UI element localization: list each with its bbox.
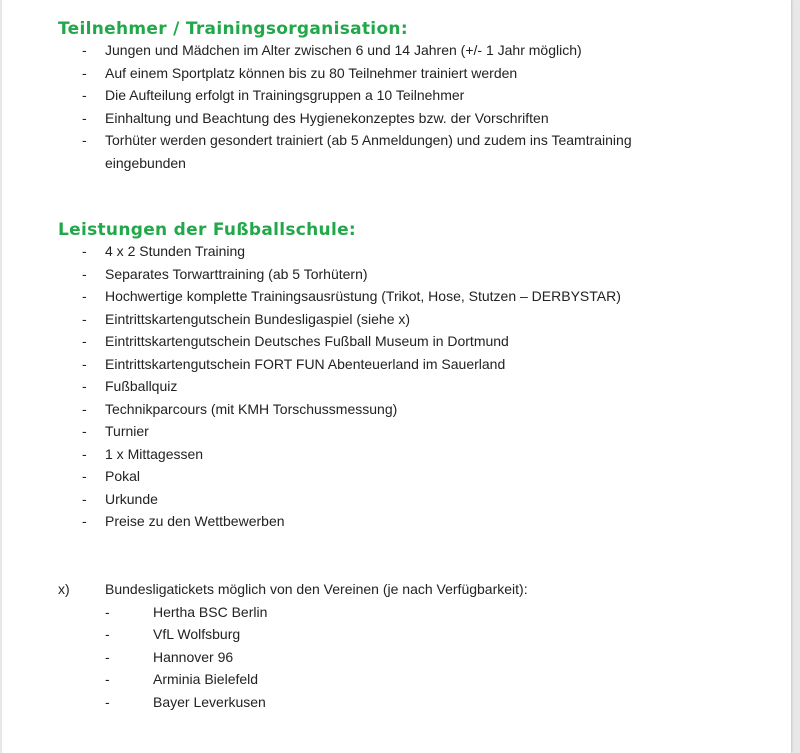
bullet-dash: -	[82, 490, 87, 507]
participants-list	[2, 39, 685, 174]
document-page	[2, 0, 791, 753]
list-item-text: Eintrittskartengutschein FORT FUN Abenteuerland im Sauerland	[105, 355, 506, 372]
bullet-dash: -	[105, 693, 110, 710]
list-item	[2, 465, 621, 488]
bullet-dash: -	[82, 445, 87, 462]
list-item	[2, 240, 621, 263]
list-item	[2, 129, 685, 174]
list-item	[2, 488, 621, 511]
list-item-text: Turnier	[105, 423, 149, 439]
list-item	[2, 375, 621, 398]
bullet-dash: -	[82, 87, 87, 103]
list-item	[2, 691, 267, 714]
bullet-dash: -	[82, 64, 87, 81]
bullet-dash: -	[82, 42, 87, 58]
list-item	[2, 668, 267, 691]
bullet-dash: -	[82, 355, 87, 372]
club-name: Bayer Leverkusen	[153, 693, 266, 710]
list-item-text: 1 x Mittagessen	[105, 445, 204, 462]
club-name: Arminia Bielefeld	[153, 671, 259, 687]
list-item-text: Jungen und Mädchen im Alter zwischen 6 und 14 Jahren (+/- 1 Jahr möglich)	[105, 42, 582, 58]
list-item	[2, 62, 685, 85]
list-item-text: Einhaltung und Beachtung des Hygienekonzeptes bzw. der Vorschriften	[105, 109, 549, 126]
list-item-text: Pokal	[105, 468, 141, 484]
bullet-dash: -	[82, 468, 87, 484]
list-item	[2, 330, 621, 353]
bullet-dash: -	[105, 648, 110, 665]
list-item	[2, 84, 685, 107]
list-item	[2, 353, 621, 376]
list-item	[2, 510, 621, 533]
bullet-dash: -	[82, 243, 87, 259]
club-name: VfL Wolfsburg	[153, 626, 241, 642]
list-item-text: Hochwertige komplette Trainingsausrüstung (Trikot, Hose, Stutzen – DERBYSTAR)	[105, 288, 621, 304]
list-item	[2, 285, 621, 308]
list-item-text: Separates Torwarttraining (ab 5 Torhütern)	[105, 265, 368, 282]
club-name: Hertha BSC Berlin	[153, 603, 268, 620]
section-heading-participants: Teilnehmer / Trainingsorganisation:	[58, 19, 408, 39]
list-item-text: 4 x 2 Stunden Training	[105, 243, 246, 259]
list-item	[2, 263, 621, 286]
list-item	[2, 443, 621, 466]
list-item	[2, 646, 267, 669]
bullet-dash: -	[82, 513, 87, 529]
list-item	[2, 601, 267, 624]
bullet-dash: -	[82, 310, 87, 327]
footnote-text: Bundesligatickets möglich von den Vereinen (je nach Verfügbarkeit):	[105, 581, 528, 597]
services-list	[2, 240, 621, 533]
clubs-list	[2, 601, 267, 714]
bullet-dash: -	[82, 109, 87, 126]
list-item-text: Technikparcours (mit KMH Torschussmessung)	[105, 400, 398, 417]
list-item	[2, 623, 267, 646]
bullet-dash: -	[82, 423, 87, 439]
list-item-text: Preise zu den Wettbewerben	[105, 513, 285, 529]
bullet-dash: -	[82, 132, 87, 148]
bullet-dash: -	[82, 333, 87, 349]
list-item	[2, 420, 621, 443]
list-item-text: Urkunde	[105, 490, 158, 507]
bullet-dash: -	[82, 400, 87, 417]
list-item-text: Fußballquiz	[105, 378, 178, 394]
bullet-dash: -	[105, 626, 110, 642]
footnote-marker: x)	[58, 581, 70, 597]
bullet-dash: -	[105, 671, 110, 687]
list-item-text: Eintrittskartengutschein Deutsches Fußball Museum in Dortmund	[105, 333, 509, 349]
bullet-dash: -	[82, 265, 87, 282]
club-name: Hannover 96	[153, 648, 234, 665]
list-item	[2, 39, 685, 62]
bullet-dash: -	[105, 603, 110, 620]
list-item-text: Die Aufteilung erfolgt in Trainingsgruppen a 10 Teilnehmer	[105, 87, 465, 103]
bullet-dash: -	[82, 378, 87, 394]
section-heading-services: Leistungen der Fußballschule:	[58, 220, 357, 240]
list-item	[2, 107, 685, 130]
list-item-text: Auf einem Sportplatz können bis zu 80 Teilnehmer trainiert werden	[105, 64, 518, 81]
list-item	[2, 398, 621, 421]
list-item	[2, 308, 621, 331]
bullet-dash: -	[82, 288, 87, 304]
list-item-text: Torhüter werden gesondert trainiert (ab 5 Anmeldungen) und zudem ins Teamtraining eingebunden	[105, 132, 632, 171]
list-item-text: Eintrittskartengutschein Bundesligaspiel (siehe x)	[105, 310, 411, 327]
